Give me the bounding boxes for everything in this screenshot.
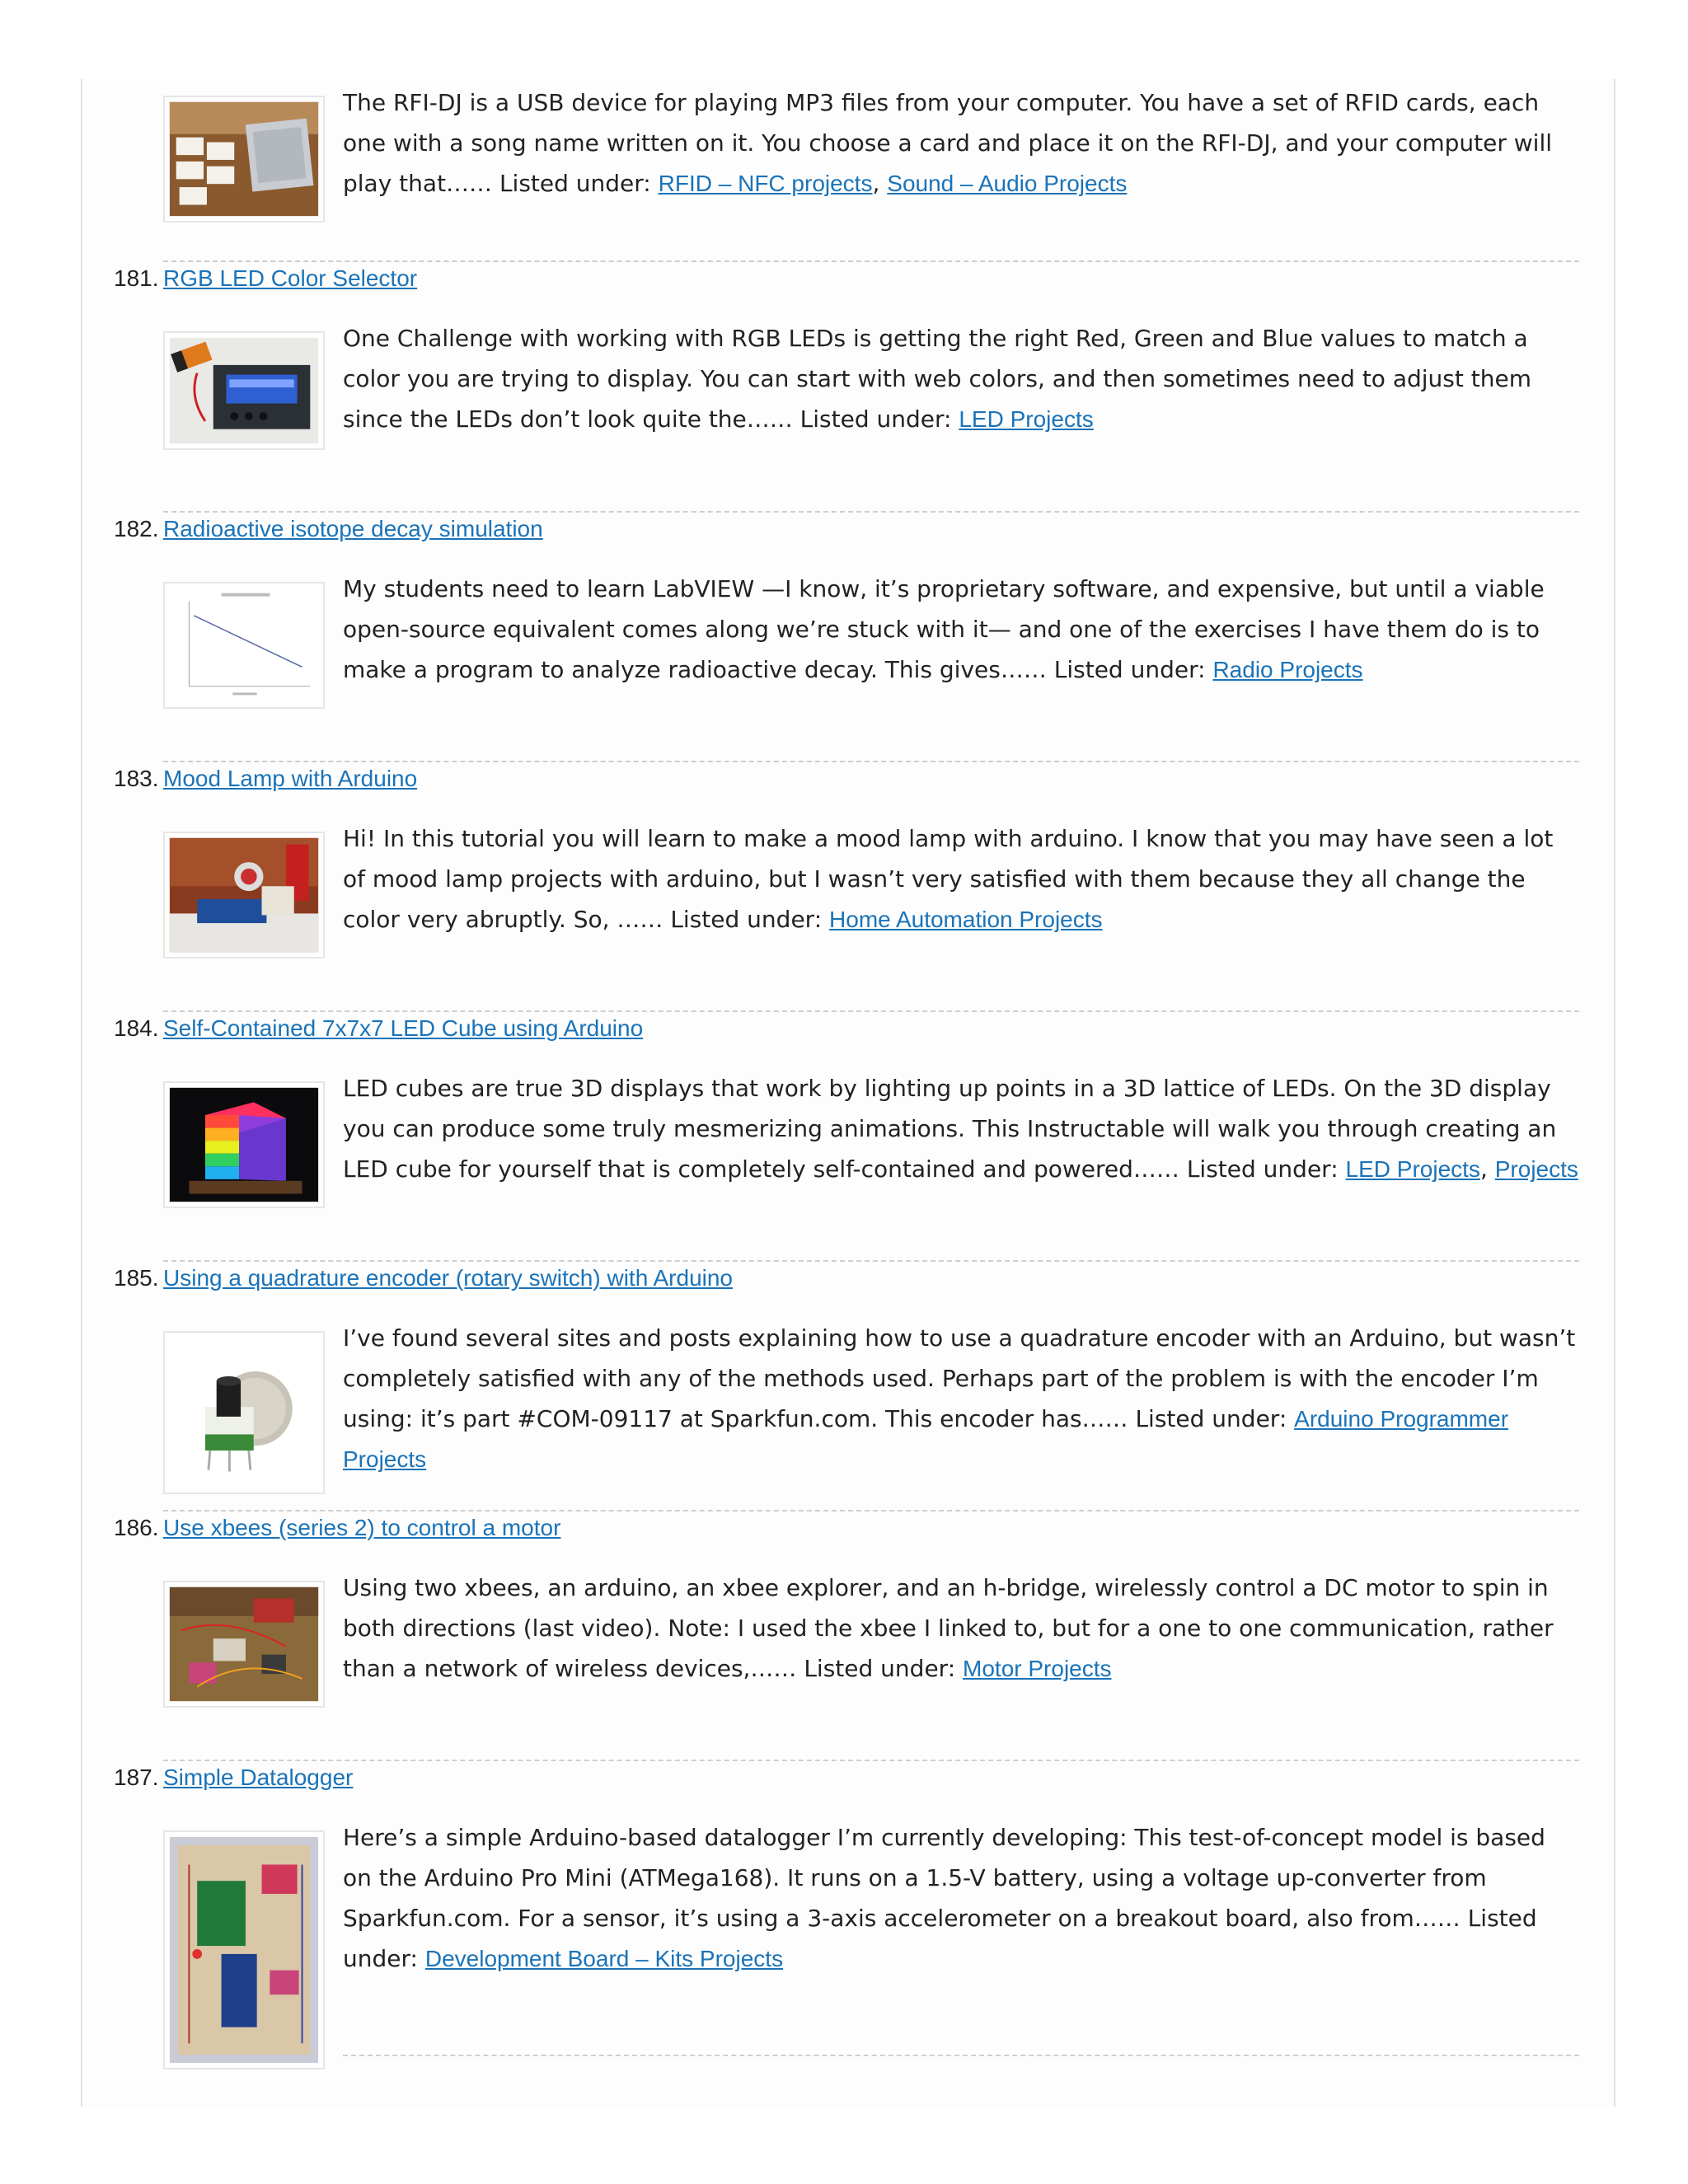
- project-description: [343, 818, 1579, 940]
- entry-title-link[interactable]: Use xbees (series 2) to control a motor: [163, 1515, 561, 1540]
- project-description: LED cubes are true 3D displays that work by lighting up points in a 3D lattice of LEDs. On the 3D display you can produce some truly mesmerizing animations. This Instructable will walk you through creating an LED cube for yourself that is completely self-contained and powered…… Listed under: LED Projects, Projects: [343, 1075, 1578, 1183]
- description-text: LED cubes are true 3D displays that work by lighting up points in a 3D lattice of LEDs. On the 3D display you can produce some truly mesmerizing animations. This Instructable will walk you through creating an LED cube for yourself that is completely self-contained and powered…… Listed under:: [343, 1075, 1557, 1183]
- description-text: One Challenge with working with RGB LEDs is getting the right Red, Green and Blue values to match a color you are trying to display. You can start with web colors, and then sometimes need to adjust them since the LEDs don’t look quite the…… Listed under:: [343, 325, 1531, 433]
- entry-title-link[interactable]: RGB LED Color Selector: [163, 265, 418, 291]
- xbee-motor-photo-icon: [165, 1582, 323, 1706]
- entry-number: 181.: [114, 265, 159, 291]
- entry-number: 183.: [114, 766, 159, 791]
- rfid-cards-photo-icon: [165, 97, 323, 221]
- entry-number: 185.: [114, 1265, 159, 1291]
- category-link[interactable]: Sound – Audio Projects: [887, 171, 1128, 196]
- dashed-divider: [163, 1260, 1579, 1262]
- entry-header: [0, 1760, 1688, 1806]
- project-description: [343, 1318, 1579, 1479]
- mood-lamp-thumbnail[interactable]: [163, 832, 325, 958]
- led-cube-photo-icon: [165, 1083, 323, 1207]
- project-description: The RFI-DJ is a USB device for playing MP3 files from your computer. You have a set of RFID cards, each one with a song name written on it. You choose a card and place it on the RFI-DJ, and your computer will play that…… Listed under: RFID – NFC projects, Sound – Audio Projects: [343, 89, 1553, 197]
- datalogger-breadboard-photo-icon: [165, 1832, 323, 2068]
- entry-header: [0, 761, 1688, 807]
- dashed-divider: [343, 2055, 1579, 2056]
- category-link[interactable]: Radio Projects: [1212, 657, 1363, 682]
- led-cube-thumbnail[interactable]: [163, 1081, 325, 1208]
- dashed-divider: [163, 1760, 1579, 1761]
- dashed-divider: [163, 1510, 1579, 1511]
- entry-title-link[interactable]: Self-Contained 7x7x7 LED Cube using Arduino: [163, 1015, 644, 1041]
- project-description: [343, 569, 1579, 690]
- project-description: [343, 1817, 1579, 1979]
- rotary-encoder-thumbnail[interactable]: [163, 1331, 325, 1494]
- entry-number: 186.: [114, 1515, 159, 1540]
- category-link[interactable]: LED Projects: [959, 406, 1094, 432]
- category-link[interactable]: Home Automation Projects: [829, 907, 1103, 932]
- category-link[interactable]: Motor Projects: [963, 1656, 1112, 1681]
- entry-number: 187.: [114, 1765, 159, 1790]
- rotary-encoder-photo-icon: [165, 1333, 323, 1493]
- decay-graph-thumbnail[interactable]: [163, 582, 325, 709]
- entry-number: 182.: [114, 516, 159, 541]
- description-text: Here’s a simple Arduino-based datalogger I’m currently developing: This test-of-concept model is based on the Arduino Pro Mini (ATMega168). It runs on a 1.5-V battery, using a voltage up-converter from Sparkfun.com. For a sensor, it’s using a 3-axis accelerometer on a breakout board, also from…… Listed under:: [343, 1824, 1545, 1972]
- entry-header: [0, 1010, 1688, 1057]
- lcd-shield-photo-icon: [165, 333, 323, 448]
- category-link[interactable]: Projects: [1494, 1156, 1578, 1182]
- category-link[interactable]: Arduino Programmer Projects: [343, 1406, 1509, 1472]
- entry-title-link[interactable]: Simple Datalogger: [163, 1765, 354, 1790]
- description-text: The RFI-DJ is a USB device for playing MP3 files from your computer. You have a set of RFID cards, each one with a song name written on it. You choose a card and place it on the RFI-DJ, and your computer will play that…… Listed under:: [343, 89, 1553, 197]
- mood-lamp-photo-icon: [165, 833, 323, 957]
- entry-title-link[interactable]: Using a quadrature encoder (rotary switch) with Arduino: [163, 1265, 734, 1291]
- description-text: Hi! In this tutorial you will learn to make a mood lamp with arduino. I know that you may have seen a lot of mood lamp projects with arduino, but I wasn’t very satisfied with them because they all change the color very abruptly. So, …… Listed under:: [343, 825, 1554, 933]
- description-text: Using two xbees, an arduino, an xbee explorer, and an h-bridge, wirelessly control a DC motor to spin in both directions (last video). Note: I used the xbee I linked to, but for a one to one communication, rather than a network of wireless devices,…… Listed under:: [343, 1574, 1554, 1682]
- rfid-cards-thumbnail[interactable]: [163, 96, 325, 223]
- entry-header: [0, 1510, 1688, 1556]
- dashed-divider: [163, 511, 1579, 513]
- description-text: I’ve found several sites and posts explaining how to use a quadrature encoder with an Arduino, but wasn’t completely satisfied with any of the methods used. Perhaps part of the problem is with the encoder I’m using: it’s part #COM-09117 at Sparkfun.com. This encoder has…… Listed under:: [343, 1324, 1576, 1432]
- description-text: My students need to learn LabVIEW —I know, it’s proprietary software, and expensive, but until a viable open-source equivalent comes along we’re stuck with it— and one of the exercises I have them do is to make a program to analyze radioactive decay. This gives…… Listed under:: [343, 575, 1545, 683]
- lcd-shield-thumbnail[interactable]: [163, 331, 325, 450]
- datalogger-thumbnail[interactable]: [163, 1830, 325, 2069]
- dashed-divider: [163, 1010, 1579, 1012]
- entry-title-link[interactable]: Mood Lamp with Arduino: [163, 766, 418, 791]
- entry-header: [0, 1260, 1688, 1306]
- category-link[interactable]: RFID – NFC projects: [658, 171, 873, 196]
- decay-graph-image-icon: [165, 583, 323, 707]
- dashed-divider: [163, 260, 1579, 262]
- xbee-motor-thumbnail[interactable]: [163, 1581, 325, 1708]
- project-description: [343, 318, 1579, 439]
- category-link[interactable]: Development Board – Kits Projects: [424, 1946, 784, 1971]
- entry-title-link[interactable]: Radioactive isotope decay simulation: [163, 516, 543, 541]
- dashed-divider: [163, 761, 1579, 762]
- project-description: [343, 1568, 1579, 1689]
- entry-header: [0, 260, 1688, 307]
- entry-number: 184.: [114, 1015, 159, 1041]
- entry-header: [0, 511, 1688, 557]
- category-link[interactable]: LED Projects: [1345, 1156, 1480, 1182]
